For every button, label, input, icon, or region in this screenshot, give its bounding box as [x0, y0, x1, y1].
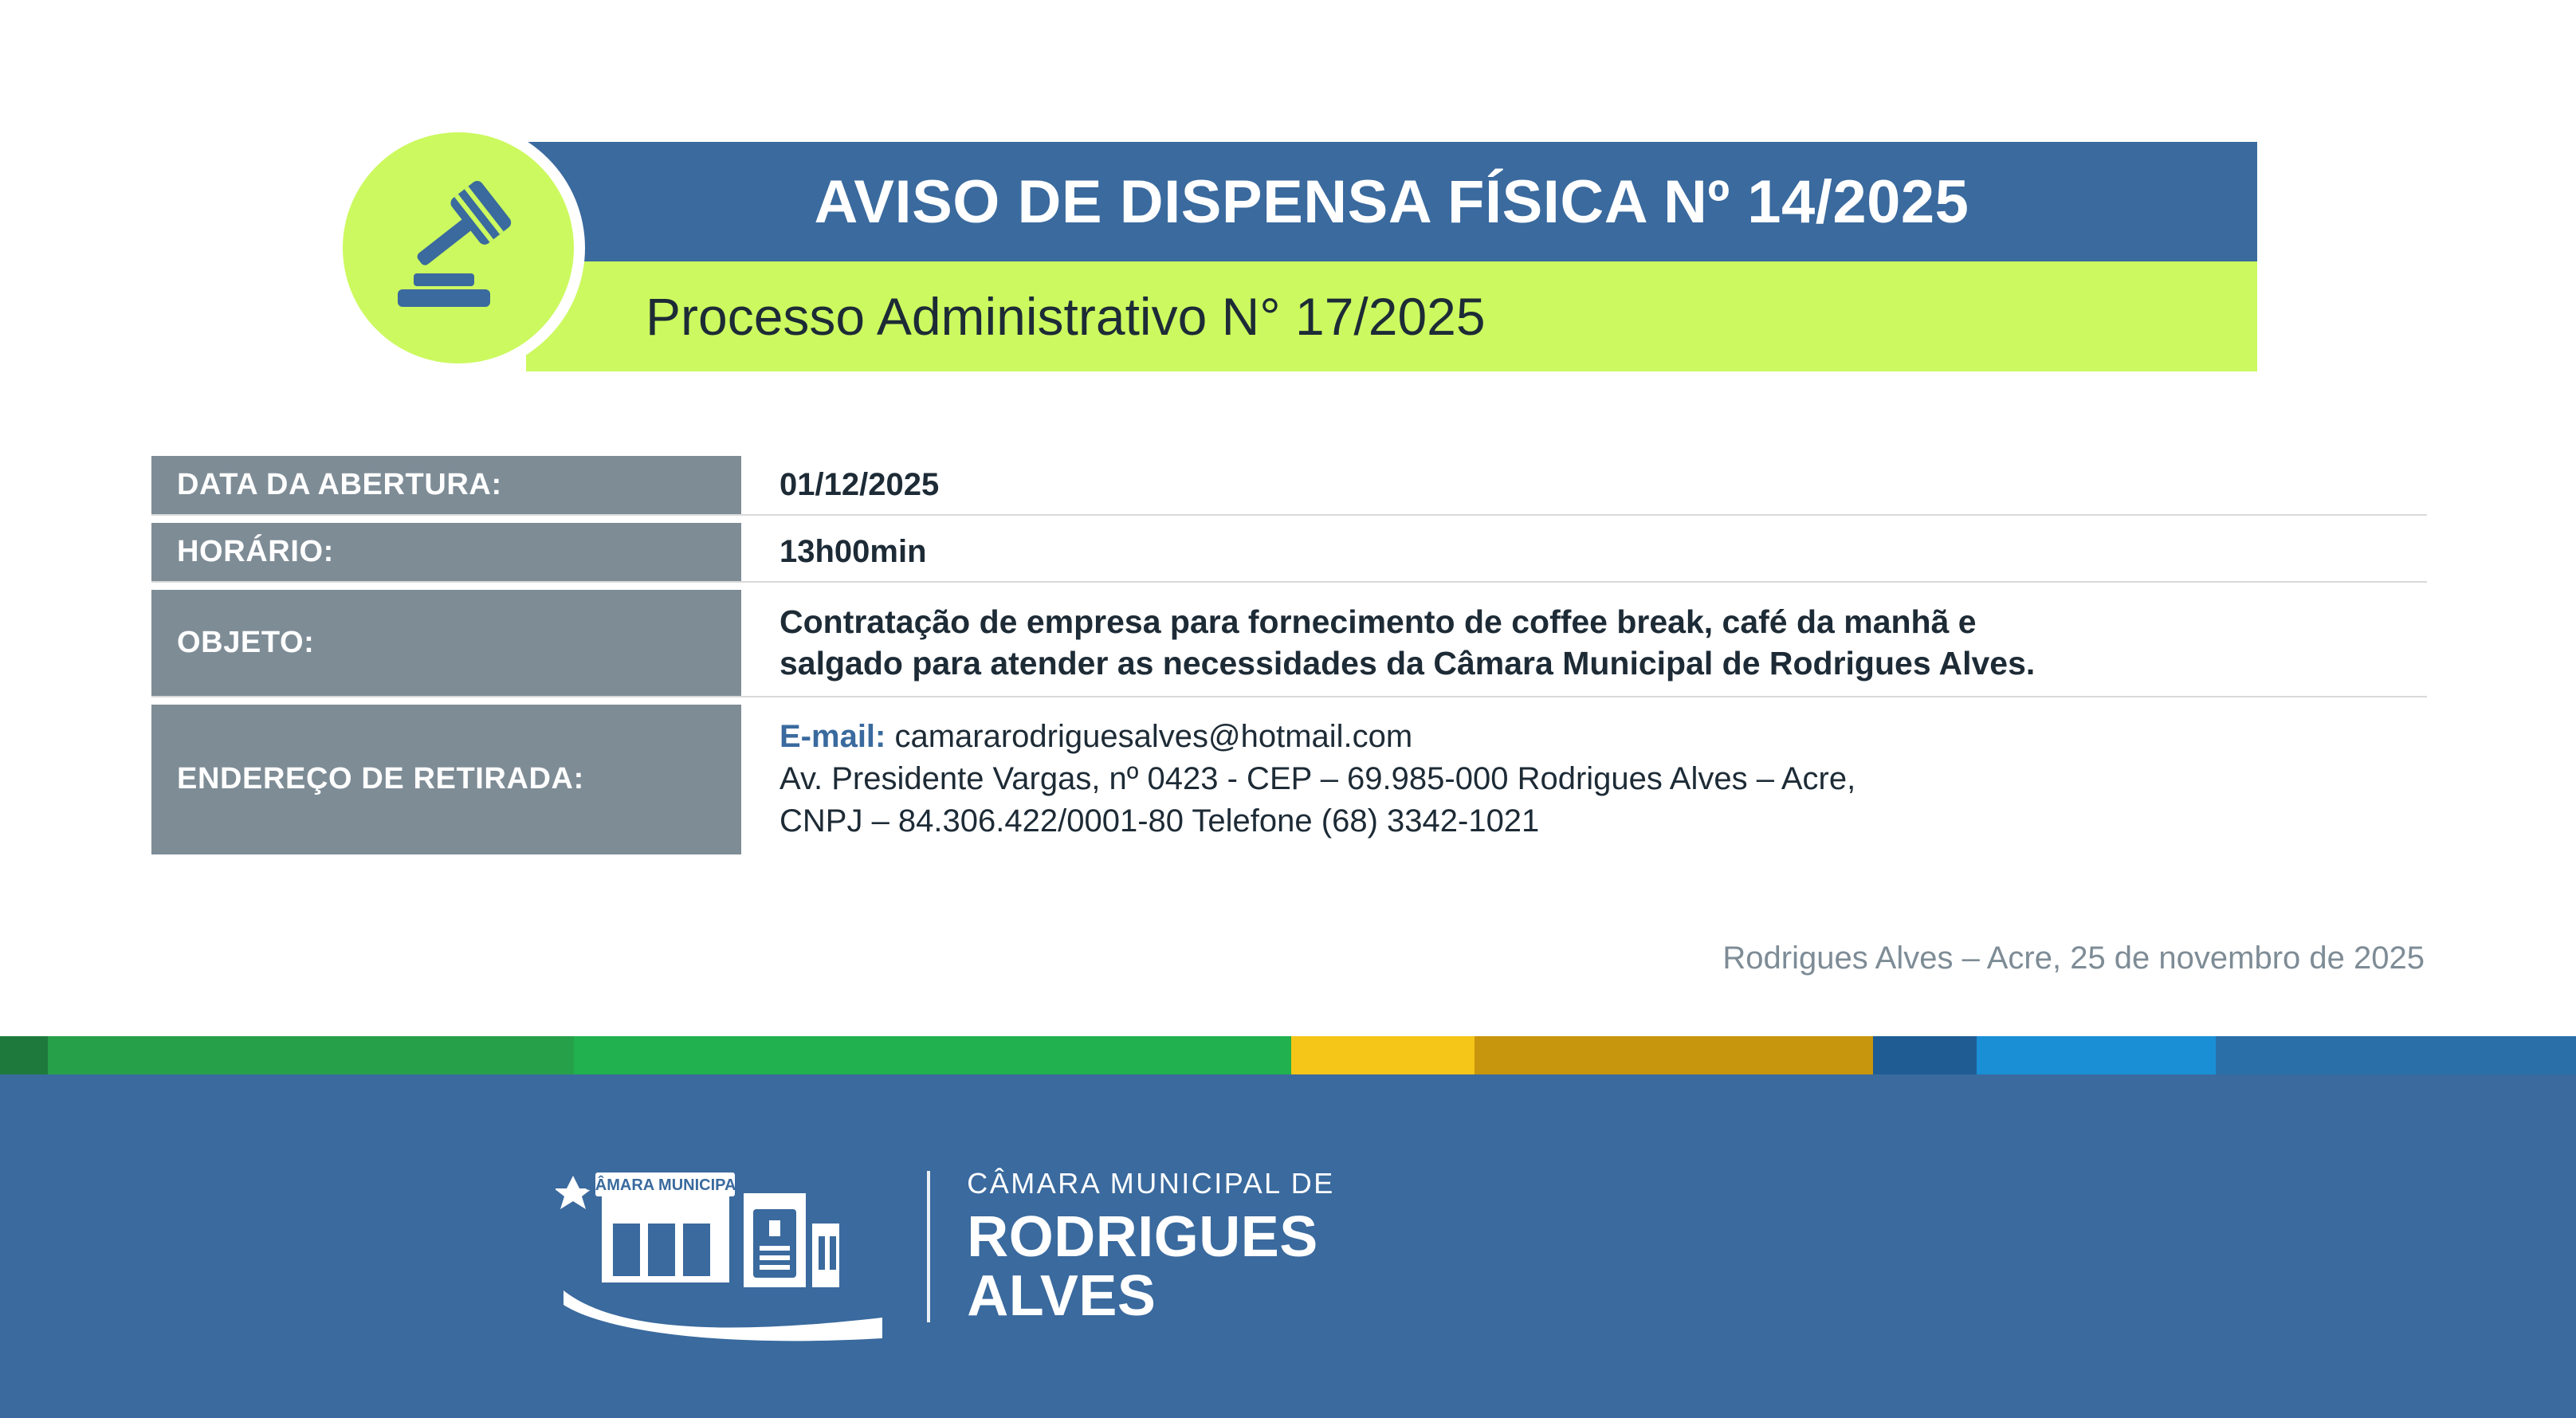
email-label: E-mail:	[779, 718, 886, 754]
email-line	[779, 716, 2427, 758]
header-subtitle-bar	[526, 261, 2257, 371]
stripe-segment	[574, 1036, 1291, 1074]
row-value-data-abertura	[741, 456, 2427, 514]
org-name-small: CÂMARA MUNICIPAL DE	[967, 1167, 1335, 1200]
row-value-endereco-retirada	[741, 705, 2427, 854]
data-abertura-value: 01/12/2025	[779, 467, 940, 502]
org-name-line-2: ALVES	[967, 1263, 1156, 1328]
color-stripe	[0, 1036, 2576, 1074]
horario-value: 13h00min	[779, 534, 927, 569]
table-row	[151, 523, 2427, 583]
table-row	[151, 456, 2427, 516]
row-value-horario	[741, 523, 2427, 581]
header-title-bar	[526, 142, 2257, 261]
address-line-1: Av. Presidente Vargas, nº 0423 - CEP – 69.985-000 Rodrigues Alves – Acre,	[779, 761, 1856, 797]
row-value-objeto	[741, 590, 2427, 696]
gavel-icon	[379, 168, 538, 328]
row-label-endereco-retirada: ENDEREÇO DE RETIRADA:	[151, 705, 741, 854]
signoff-text: Rodrigues Alves – Acre, 25 de novembro de 2025	[1722, 941, 2425, 976]
table-row	[151, 705, 2427, 854]
gavel-seal	[343, 132, 574, 363]
org-name-block	[967, 1167, 1335, 1326]
email-value[interactable]: camararodriguesalves@hotmail.com	[894, 718, 1413, 754]
stripe-segment	[1291, 1036, 1475, 1074]
svg-text:CÂMARA MUNICIPAL: CÂMARA MUNICIPAL	[583, 1176, 746, 1194]
camara-building-icon	[556, 1147, 890, 1346]
stripe-segment	[2216, 1036, 2576, 1074]
row-label-data-abertura: DATA DA ABERTURA:	[151, 456, 741, 514]
objeto-line-2: salgado para atender as necessidades da Câmara Municipal de Rodrigues Alves.	[779, 645, 2036, 682]
table-row	[151, 590, 2427, 697]
footer-bar	[0, 1074, 2576, 1418]
stripe-segment	[1475, 1036, 1873, 1074]
address-line-2: CNPJ – 84.306.422/0001-80 Telefone (68) 3342-1021	[779, 803, 1540, 839]
page-subtitle: Processo Administrativo N° 17/2025	[646, 287, 1486, 346]
notice-table	[151, 456, 2427, 862]
stripe-segment	[48, 1036, 574, 1074]
header-banner	[0, 0, 2576, 414]
org-name-line-1: RODRIGUES	[967, 1205, 1318, 1270]
row-label-objeto: OBJETO:	[151, 590, 741, 696]
footer-logo-group	[556, 1147, 1335, 1346]
objeto-line-1: Contratação de empresa para fornecimento de coffee break, café da manhã e	[779, 603, 1977, 640]
row-label-horario: HORÁRIO:	[151, 523, 741, 581]
header-text-block	[526, 142, 2257, 371]
stripe-segment	[1977, 1036, 2216, 1074]
logo-divider	[927, 1171, 930, 1322]
stripe-segment	[1873, 1036, 1977, 1074]
page-title: AVISO DE DISPENSA FÍSICA Nº 14/2025	[814, 167, 1969, 236]
stripe-segment	[0, 1036, 48, 1074]
